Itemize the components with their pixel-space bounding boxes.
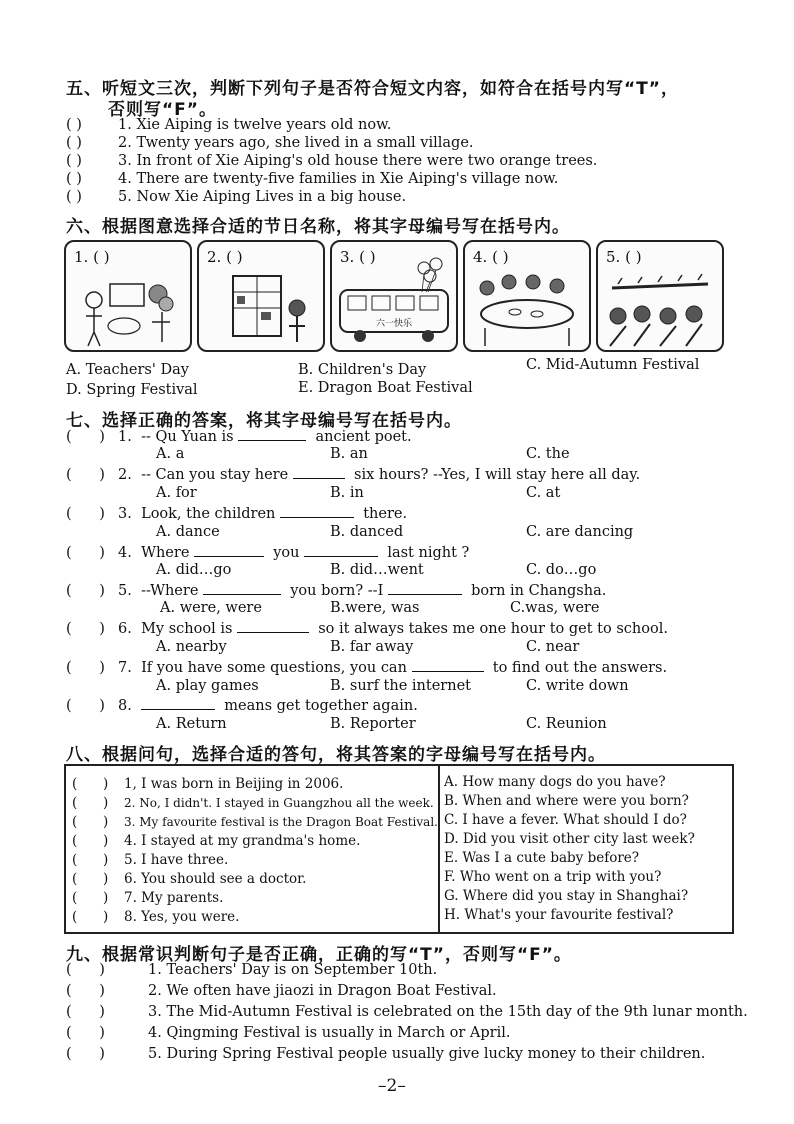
sec5-item: ( ) 5. Now Xie Aiping Lives in a big house. (66, 189, 407, 205)
picture-2: 2. ( ) (197, 240, 325, 352)
answer-item: ( ) 2. No, I didn't. I stayed in Guangzhou all the week. (72, 795, 434, 811)
shop-window-icon (199, 242, 323, 350)
family-dinner-icon (465, 242, 589, 350)
sec9-item: ( ) 2. We often have jiaozi in Dragon Boat Festival. (66, 983, 497, 999)
question-item: F. Who went on a trip with you? (444, 869, 662, 885)
answer-item: ( ) 8. Yes, you were. (72, 909, 240, 925)
question-item: A. How many dogs do you have? (444, 774, 666, 790)
sec7-question-2: ( ) 2. -- Can you stay here six hours? --Yes, I will stay here all day. (66, 467, 641, 483)
answer-item: ( ) 4. I stayed at my grandma's home. (72, 833, 361, 849)
answer-item: ( ) 3. My favourite festival is the Dragon Boat Festival. (72, 814, 438, 830)
sec9-item: ( ) 3. The Mid-Autumn Festival is celebrated on the 15th day of the 9th lunar month. (66, 1004, 748, 1020)
question-item: D. Did you visit other city last week? (444, 831, 695, 847)
question-item: E. Was I a cute baby before? (444, 850, 640, 866)
answer-item: ( ) 1, I was born in Beijing in 2006. (72, 776, 344, 792)
section-7-title: 七、选择正确的答案，将其字母编号写在括号内。 (66, 411, 462, 431)
sec9-item: ( ) 4. Qingming Festival is usually in March or April. (66, 1025, 511, 1041)
section-9-title: 九、根据常识判断句子是否正确，正确的写“T”，否则写“F”。 (66, 945, 572, 965)
festival-pictures (64, 240, 724, 350)
sec5-item: ( ) 2. Twenty years ago, she lived in a small village. (66, 135, 474, 151)
sec7-question-7: ( ) 7. If you have some questions, you can to find out the answers. (66, 660, 668, 676)
sec7-question-5: ( ) 5. --Where you born? --I born in Changsha. (66, 583, 607, 599)
answer-item: ( ) 6. You should see a doctor. (72, 871, 307, 887)
page-number: –2– (378, 1076, 406, 1096)
sec7-question-8: ( ) 8. means get together again. (66, 698, 418, 714)
sec7-question-6: ( ) 6. My school is so it always takes me one hour to get to school. (66, 621, 668, 637)
bus-sign: 六一快乐 (376, 319, 413, 329)
sec9-item: ( ) 1. Teachers' Day is on September 10th. (66, 962, 438, 978)
section-8-title: 八、根据问句，选择合适的答句，将其答案的字母编号写在括号内。 (66, 745, 606, 765)
bus-balloons-icon (332, 242, 456, 350)
answer-item: ( ) 5. I have three. (72, 852, 229, 868)
sec7-question-3: ( ) 3. Look, the children there. (66, 506, 408, 522)
picture-5: 5. ( ) (596, 240, 724, 352)
sec5-item: ( ) 3. In front of Xie Aiping's old house there were two orange trees. (66, 153, 598, 169)
question-item: C. I have a fever. What should I do? (444, 812, 687, 828)
section-5-title-cont: 否则写“F”。 (108, 100, 217, 120)
worksheet-page: 五、听短文三次，判断下列句子是否符合短文内容，如符合在括号内写“T”， 否则写“F”。 ( ) 1. Xie Aiping is twelve years old now. ( ) 2. Twenty years ago, she lived in a small village. ( ) 3. In front of Xie Aiping's old house there were two orange trees. ( ) 4. There are twenty-five families in Xie Aiping's village now. ( ) 5. Now Xie Aiping Lives in a big house. 六、根据图意选择合适的节日名称，将其字母编号写在括号内。 1. ( ) 2. ( ) 3. ( ) 六一快乐 4. ( ) 5. ( ) A. Teachers' Day B. Children's Day C. Mid-Autumn Festival D. Spring Festival E. Dragon Boat Festival 七、选择正确的答案，将其字母编号写在括号内。 ( ) 1. -- Qu Yuan is ancient poet. A. a B. an C. the ( ) 2. -- Can you stay here six hours? --Yes, I will stay here all day. A. for B. in C. at ( ) 3. Look, the children there. A. dance B. danced C. are dancing ( ) 4. Where you last night ? A. did…go B. did…went C. do…go ( ) 5. --Where you born? --I born in Changsha. A. were, were B.were, was C.was, were ( ) 6. My school is so it always takes me one hour to get to school. A. nearby B. far away C. near ( ) 7. If you have some questions, you can to find out the answers. A. play games B. surf the internet C. write down ( ) 8. means get together again. A. Return B. Reporter C. Reunion 八、根据问句，选择合适的答句，将其答案的字母编号写在括号内。 ( ) 1, I was born in Beijing in 2006. ( ) 2. No, I didn't. I stayed in Guangzhou all the week. ( ) 3. My favourite festival is the Dragon Boat Festival. ( ) 4. I stayed at my grandma's home. ( ) 5. I have three. ( ) 6. You should see a doctor. ( ) 7. My parents. ( ) 8. Yes, you were. A. How many dogs do you have? B. When and where were you born? C. I have a fever. What should I do? D. Did you visit other city last week? E. Was I a cute baby before? F. Who went on a trip with you? G. Where did you stay in Shanghai? H. What's your favourite festival? 九、根据常识判断句子是否正确，正确的写“T”，否则写“F”。 ( ) 1. Teachers' Day is on September 10th. ( ) 2. We often have jiaozi in Dragon Boat Festival. ( ) 3. The Mid-Autumn Festival is celebrated on the 15th day of the 9th lunar month. ( ) 4. Qingming Festival is usually in March or April. ( ) 5. During Spring Festival people usually give lucky money to their children. –2– (0, 0, 794, 1124)
question-item: G. Where did you stay in Shanghai? (444, 888, 689, 904)
picture-4: 4. ( ) (463, 240, 591, 352)
sec5-item: ( ) 4. There are twenty-five families in Xie Aiping's village now. (66, 171, 559, 187)
picture-3: 3. ( ) 六一快乐 (330, 240, 458, 352)
teacher-flowers-icon (66, 242, 190, 350)
dragon-boat-icon (598, 242, 722, 350)
question-item: B. When and where were you born? (444, 793, 689, 809)
picture-1: 1. ( ) (64, 240, 192, 352)
sec9-item: ( ) 5. During Spring Festival people usually give lucky money to their children. (66, 1046, 706, 1062)
sec7-question-1: ( ) 1. -- Qu Yuan is ancient poet. (66, 429, 412, 445)
question-item: H. What's your favourite festival? (444, 907, 674, 923)
sec7-question-4: ( ) 4. Where you last night ? (66, 545, 470, 561)
sec5-item: ( ) 1. Xie Aiping is twelve years old now. (66, 117, 392, 133)
matching-divider (438, 766, 440, 932)
section-6-title: 六、根据图意选择合适的节日名称，将其字母编号写在括号内。 (66, 217, 570, 237)
answer-item: ( ) 7. My parents. (72, 890, 224, 906)
section-5-title: 五、听短文三次，判断下列句子是否符合短文内容，如符合在括号内写“T”， (66, 79, 679, 99)
